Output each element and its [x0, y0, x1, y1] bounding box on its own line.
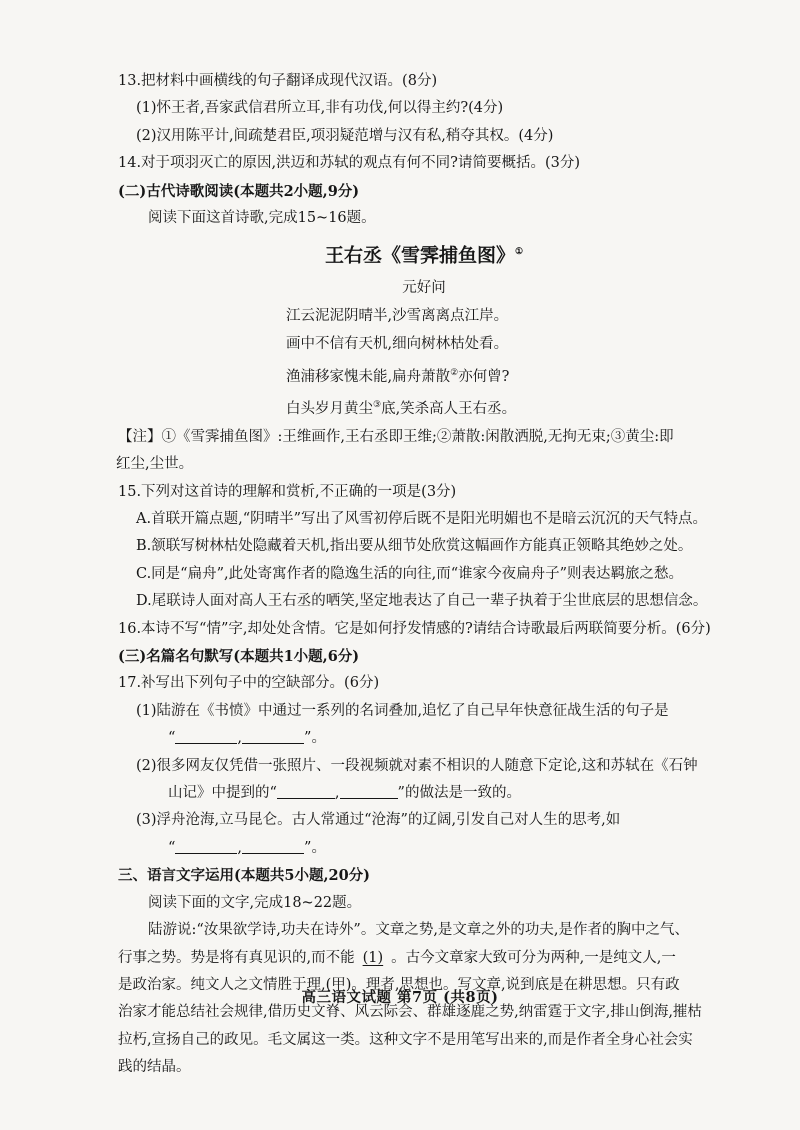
q15-option-a: A.首联开篇点题,“阴晴半”写出了风雪初停后既不是阳光明媚也不是暗云沉沉的天气特点。 [136, 511, 708, 528]
q17-sub2-line2 [118, 780, 730, 807]
blank-3[interactable] [277, 784, 335, 799]
q17-stem: 17.补写出下列句子中的空缺部分。(6分) [118, 675, 380, 692]
poem-line-4-tail: 底,笑杀高人王右丞。 [381, 401, 517, 418]
blank-6[interactable] [242, 839, 304, 854]
q17-sub3-blanks [118, 835, 730, 862]
blank-1[interactable] [175, 729, 237, 744]
poem-line-2: 画中不信有天机,细向树林枯处看。 [286, 336, 509, 353]
poem-note-line1: 【注】①《雪霁捕鱼图》:王维画作,王右丞即王维;②萧散:闲散洒脱,无拘无束;③黄尘:即 [118, 428, 674, 445]
comma: , [334, 785, 340, 802]
poem-title-note: ① [514, 247, 524, 258]
q15-option-b: B.颔联写树林枯处隐藏着天机,指出要从细节处欣赏这幅画作方能真正领略其绝妙之处。 [136, 538, 693, 555]
quote-open: “ [168, 730, 176, 747]
q13-sub1: (1)怀王者,吾家武信君所立耳,非有功伐,何以得主约?(4分) [136, 100, 504, 117]
blank-4[interactable] [340, 784, 398, 799]
passage-line-2 [118, 945, 730, 972]
reading-intro: 阅读下面的文字,完成18~22题。 [148, 894, 362, 911]
poem-line-3 [118, 359, 730, 391]
q15-stem: 15.下列对这首诗的理解和赏析,不正确的一项是(3分) [118, 483, 457, 500]
passage-line-5: 拉朽,宣扬自己的政见。毛文属这一类。这种文字不是用笔写出来的,而是作者全身心社会实 [118, 1031, 693, 1048]
passage-line-1: 陆游说:“汝果欲学诗,功夫在诗外”。文章之势,是文章之外的功夫,是作者的胸中之气、 [148, 922, 690, 939]
q17-sub1-blanks [118, 725, 730, 752]
poem-line-3-head: 渔浦移家愧未能,扁舟萧散 [286, 368, 451, 385]
poem-line-3-tail: 亦何曾? [458, 368, 510, 385]
section-recitation-heading: (三)名篇名句默写(本题共1小题,6分) [118, 648, 360, 666]
poem-line-4-mark: ③ [373, 400, 382, 411]
q17-sub2-line1: (2)很多网友仅凭借一张照片、一段视频就对素不相识的人随意下定论,这和苏轼在《石钟 [136, 757, 698, 774]
passage-line-2-pre: 行事之势。势是将有真见识的,而不能 [118, 949, 355, 966]
q14-stem: 14.对于项羽灭亡的原因,洪迈和苏轼的观点有何不同?请简要概括。(3分) [118, 155, 580, 172]
poem-title [118, 234, 730, 273]
sub2-pre: 山记》中提到的“ [168, 785, 277, 802]
section-language-heading: 三、语言文字运用(本题共5小题,20分) [118, 867, 371, 885]
passage-line-3: 是政治家。纯文人之文情胜于理,(甲)。理者,思想也。写文章,说到底是在耕思想。只有政 [118, 976, 680, 993]
passage-line-6: 践的结晶。 [118, 1059, 191, 1076]
q16-stem: 16.本诗不写“情”字,却处处含情。它是如何抒发情感的?请结合诗歌最后两联简要分析。(6分) [118, 620, 711, 637]
comma: , [237, 730, 243, 747]
poem-line-1: 江云泥泥阴晴半,沙雪离离点江岸。 [286, 307, 509, 324]
q17-sub1-line1: (1)陆游在《书愤》中通过一系列的名词叠加,追忆了自己早年快意征战生活的句子是 [136, 702, 669, 719]
q13-stem: 13.把材料中画横线的句子翻译成现代汉语。(8分) [118, 73, 438, 89]
blank-5[interactable] [175, 839, 237, 854]
q17-sub3-line1: (3)浮舟沧海,立马昆仑。古人常通过“沧海”的辽阔,引发自己对人生的思考,如 [136, 812, 621, 829]
q15-option-d: D.尾联诗人面对高人王右丞的哂笑,坚定地表达了自己一辈子执着于尘世底层的思想信念。 [136, 593, 708, 610]
poem-note-line2: 红尘,尘世。 [116, 456, 194, 473]
quote-close: ”。 [304, 839, 326, 856]
quote-close: ”。 [304, 730, 326, 747]
passage-line-4: 治家才能总结社会规律,借历史文脊、风云际会、群雄逐鹿之势,纳雷霆于文字,排山倒海,摧枯 [118, 1004, 702, 1021]
quote-open: “ [168, 839, 176, 856]
passage-line-2-post: 。古今文章家大致可分为两种,一是纯文人,一 [391, 949, 676, 966]
poem-line-3-mark: ② [450, 367, 459, 378]
poem-title-text: 王右丞《雪霁捕鱼图》 [324, 244, 515, 267]
passage-blank-1[interactable]: (1) [362, 949, 384, 966]
poem-line-4 [118, 391, 730, 423]
q15-option-c: C.同是“扁舟”,此处寄寓作者的隐逸生活的向往,而“谁家今夜扁舟子”则表达羁旅之愁。 [136, 565, 684, 582]
q13-sub2: (2)汉用陈平计,间疏楚君臣,项羽疑范增与汉有私,稍夺其权。(4分) [136, 127, 554, 144]
poem-line-4-head: 白头岁月黄尘 [286, 401, 373, 418]
poem-author: 元好问 [402, 279, 446, 296]
sub2-post: ”的做法是一致的。 [397, 785, 521, 802]
section-poetry-heading: (二)古代诗歌阅读(本题共2小题,9分) [118, 182, 360, 200]
comma: , [237, 839, 243, 856]
page-footer: 高三语文试题 第7页 (共8页) [301, 989, 499, 1006]
poem-intro: 阅读下面这首诗歌,完成15~16题。 [148, 210, 376, 227]
blank-2[interactable] [242, 729, 304, 744]
